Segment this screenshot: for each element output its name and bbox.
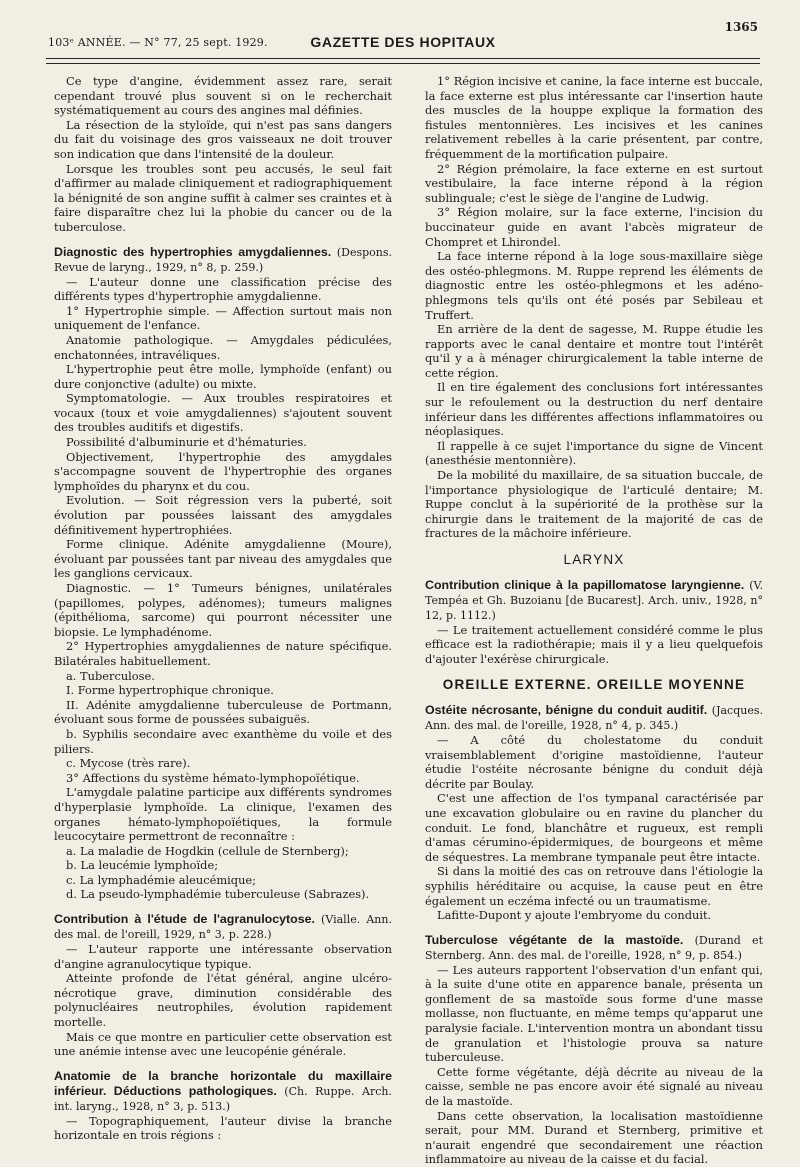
paragraph: 3° Affections du système hémato-lymphopoïétique. — [66, 770, 360, 785]
article-title — [425, 703, 763, 733]
header-rule — [46, 58, 760, 59]
article-reference: (Durand et Sternberg. Ann. des mal. de l'oreille, 1928, n° 9, p. 854.) — [425, 933, 763, 962]
paragraph: 1° Hypertrophie simple. — Affection surtout mais non uniquement de l'enfance. — [54, 303, 392, 333]
paragraph: Anatomie pathologique. — Amygdales pédiculées, enchatonnées, intravéliques. — [54, 332, 392, 362]
article-title — [54, 912, 392, 942]
list-item: c. Mycose (très rare). — [66, 756, 191, 771]
paragraph: Lorsque les troubles sont peu accusés, le seul fait d'affirmer au malade cliniquement et radiographiquement la bénignité de son angine suffit à calmer ses craintes et à faire disparaître chez lui la phobie du cancer ou de la tuberculose. — [54, 161, 392, 234]
paragraph: Diagnostic. — 1° Tumeurs bénignes, unilatérales (papillomes, polypes, adénomes); tumeurs malignes (épithélioma, sarcome) qui pourront nécessiter une biopsie. Le lymphadénome. — [54, 581, 392, 639]
issue-info: 103ᵉ ANNÉE. — N° 77, 25 sept. 1929. — [48, 36, 268, 49]
article-reference: (Ch. Ruppe. Arch. int. laryng., 1928, n° 3, p. 513.) — [54, 1084, 393, 1113]
paragraph: 3° Région molaire, sur la face externe, l'incision du buccinateur guide en avant l'abcès migrateur de Chompret et Lhirondel. — [425, 205, 763, 249]
paragraph: L'amygdale palatine participe aux différents syndromes d'hyperplasie lymphoïde. La clinique, l'examen des organes hémato-lymphopoïétiques, la formule leucocytaire permettront de reconnaître : — [54, 785, 392, 844]
paragraph: — Topographiquement, l'auteur divise la branche horizontale en trois régions : — [54, 1113, 392, 1143]
article-heading: Contribution à l'étude de l'agranulocytose. — [54, 912, 315, 927]
paragraph: Objectivement, l'hypertrophie des amygdales s'accompagne souvent de l'hypertrophie des organes lymphoïdes du pharynx et du cou. — [54, 449, 392, 493]
paragraph: — Le traitement actuellement considéré comme le plus efficace est la radiothérapie; mais il y a lieu quelquefois d'ajouter l'exérèse chirurgicale. — [425, 622, 763, 666]
paragraph: Symptomatologie. — Aux troubles respiratoires et vocaux (toux et voie amygdaliennes) s'ajoutent souvent des troubles auditifs et digestifs. — [54, 391, 392, 435]
page-number: 1365 — [724, 20, 758, 34]
article-heading: Contribution clinique à la papillomatose laryngienne. — [425, 577, 745, 592]
paragraph: Evolution. — Soit régression vers la puberté, soit évolution par poussées laissant des amygdales définitivement hypertrophiées. — [54, 493, 392, 537]
article-title — [425, 933, 763, 963]
list-item: b. La leucémie lymphoïde; — [66, 858, 219, 873]
header-rule-thin — [46, 63, 760, 64]
journal-title: GAZETTE DES HOPITAUX — [310, 34, 496, 50]
paragraph: — L'auteur rapporte une intéressante observation d'angine agranulocytique typique. — [54, 942, 392, 971]
paragraph: — L'auteur donne une classification précise des différents types d'hypertrophie amygdalienne. — [54, 274, 392, 304]
left-column — [54, 74, 392, 1143]
paragraph: En arrière de la dent de sagesse, M. Ruppe étudie les rapports avec le canal dentaire et montre tout l'intérêt qu'il y a à ménager chirurgicalement la table interne de cette région. — [425, 322, 763, 380]
paragraph: 1° Région incisive et canine, la face interne est buccale, la face externe est plus intéressante car l'insertion haute des muscles de la houppe explique la formation des fistules mentonnières. Les incisives et les canines relativement rebelles à la carie présentent, par contre, fréquemment de la mortification pulpaire. — [425, 74, 763, 161]
paragraph: Atteinte profonde de l'état général, angine ulcéro-nécrotique grave, diminution considérable des polynucléaires neutrophiles, évolution rapidement mortelle. — [54, 971, 392, 1030]
right-column — [425, 74, 763, 1167]
paragraph: La résection de la styloïde, qui n'est pas sans dangers du fait du voisinage des gros vaisseaux ne doit trouver son indication que dans l'intensité de la douleur. — [54, 117, 392, 161]
list-item: II. Adénite amygdalienne tuberculeuse de Portmann, évoluant sous forme de poussées subaiguës. — [54, 697, 392, 727]
paragraph: Ce type d'angine, évidemment assez rare, serait cependant trouvé plus souvent si on le recherchait systématiquement au cours des angines mal définies. — [54, 74, 392, 118]
paragraph: C'est une affection de l'os tympanal caractérisée par une excavation globulaire ou en ravine du plancher du conduit. Le fond, blanchâtre et rugueux, est rempli d'amas cérumino-épidermiques, de bourgeons et même de séquestres. La membrane tympanale peut être intacte. — [425, 791, 763, 864]
paragraph: — A côté du cholestatome du conduit vraisemblablement d'origine mastoïdienne, l'auteur étudie l'ostéite nécrosante bénigne du conduit déjà décrite par Boulay. — [425, 732, 763, 791]
article-title — [425, 578, 763, 623]
list-item: c. La lymphadémie aleucémique; — [66, 872, 257, 887]
list-item: a. Tuberculose. — [66, 668, 155, 683]
list-item: b. Syphilis secondaire avec exanthème du voile et des piliers. — [54, 726, 392, 756]
paragraph: 2° Région prémolaire, la face externe en est surtout vestibulaire, la face interne répond à la région sublinguale; c'est le siège de l'angine de Ludwig. — [425, 161, 763, 205]
paragraph: L'hypertrophie peut être molle, lymphoïde (enfant) ou dure conjonctive (adulte) ou mixte. — [54, 362, 392, 391]
paragraph: Il rappelle à ce sujet l'importance du signe de Vincent (anesthésie mentonnière). — [425, 438, 763, 468]
paragraph: Forme clinique. Adénite amygdalienne (Moure), évoluant par poussées tant par niveau des amygdales que les ganglions cervicaux. — [54, 537, 392, 581]
list-item: I. Forme hypertrophique chronique. — [66, 683, 274, 698]
article-title — [54, 245, 392, 275]
list-item: a. La maladie de Hogdkin (cellule de Sternberg); — [66, 843, 349, 858]
paragraph: Lafitte-Dupont y ajoute l'embryome du conduit. — [437, 908, 712, 923]
paragraph: — Les auteurs rapportent l'observation d'un enfant qui, à la suite d'une otite en apparence banale, présenta un gonflement de sa mastoïde sous forme d'une masse mollasse, non fluctuante, en même temps qu'apparut une paralysie faciale. L'intervention montra un abondant tissu de granulation et l'histologie prouva sa nature tuberculeuse. — [425, 962, 763, 1065]
paragraph: La face interne répond à la loge sous-maxillaire siège des ostéo-phlegmons. M. Ruppe reprend les éléments de diagnostic entre les ostéo-phlegmons et les adéno-phlegmons tels qu'ils ont été posés par Sebileau et Truffert. — [425, 249, 763, 322]
article-reference: (V. Tempéa et Gh. Buzoianu [de Bucarest]. Arch. univ., 1928, n° 12, p. 1112.) — [425, 578, 763, 622]
article-reference: (Jacques. Ann. des mal. de l'oreille, 1928, n° 4, p. 345.) — [425, 703, 763, 732]
paragraph: Dans cette observation, la localisation mastoïdienne serait, pour MM. Durand et Sternberg, primitive et n'aurait engendré que secondairement une réaction inflammatoire au niveau de la caisse et du facial. — [425, 1108, 763, 1167]
article-reference: (Despons. Revue de laryng., 1929, n° 8, p. 259.) — [54, 245, 392, 274]
paragraph: 2° Hypertrophies amygdaliennes de nature spécifique. Bilatérales habituellement. — [54, 639, 392, 668]
section-heading-larynx: LARYNX — [563, 552, 625, 567]
article-heading: Tuberculose végétante de la mastoïde. — [425, 932, 684, 947]
article-heading: Anatomie de la branche horizontale du maxillaire inférieur. Déductions pathologiques. — [54, 1068, 392, 1098]
paragraph: Il en tire également des conclusions fort intéressantes sur le refoulement ou la destruction du nerf dentaire inférieur dans les différentes affections inflammatoires ou néoplasiques. — [425, 380, 763, 439]
paragraph: Mais ce que montre en particulier cette observation est une anémie intense avec une leucopénie générale. — [54, 1029, 392, 1059]
article-heading: Ostéite nécrosante, bénigne du conduit auditif. — [425, 702, 708, 717]
paragraph: Possibilité d'albuminurie et d'hématuries. — [66, 435, 307, 450]
article-reference: (Vialle. Ann. des mal. de l'oreill, 1929, n° 3, p. 228.) — [54, 913, 392, 942]
paragraph: Si dans la moitié des cas on retrouve dans l'étiologie la syphilis héréditaire ou acquise, la cause peut en être également un eczéma infecté ou un traumatisme. — [425, 864, 763, 908]
list-item: d. La pseudo-lymphadémie tuberculeuse (Sabrazes). — [66, 887, 370, 902]
section-heading-oreille: OREILLE EXTERNE. OREILLE MOYENNE — [442, 677, 746, 693]
article-title — [54, 1069, 392, 1114]
paragraph: Cette forme végétante, déjà décrite au niveau de la caisse, semble ne pas encore avoir été signalé au niveau de la mastoïde. — [425, 1064, 763, 1109]
article-heading: Diagnostic des hypertrophies amygdaliennes. — [54, 244, 332, 259]
paragraph: De la mobilité du maxillaire, de sa situation buccale, de l'importance physiologique de l'articulé dentaire; M. Ruppe conclut à la supériorité de la prothèse sur la chirurgie dans le traitement de la majorité de cas de fractures de la mâchoire inférieure. — [425, 468, 763, 541]
page-header — [48, 20, 758, 54]
